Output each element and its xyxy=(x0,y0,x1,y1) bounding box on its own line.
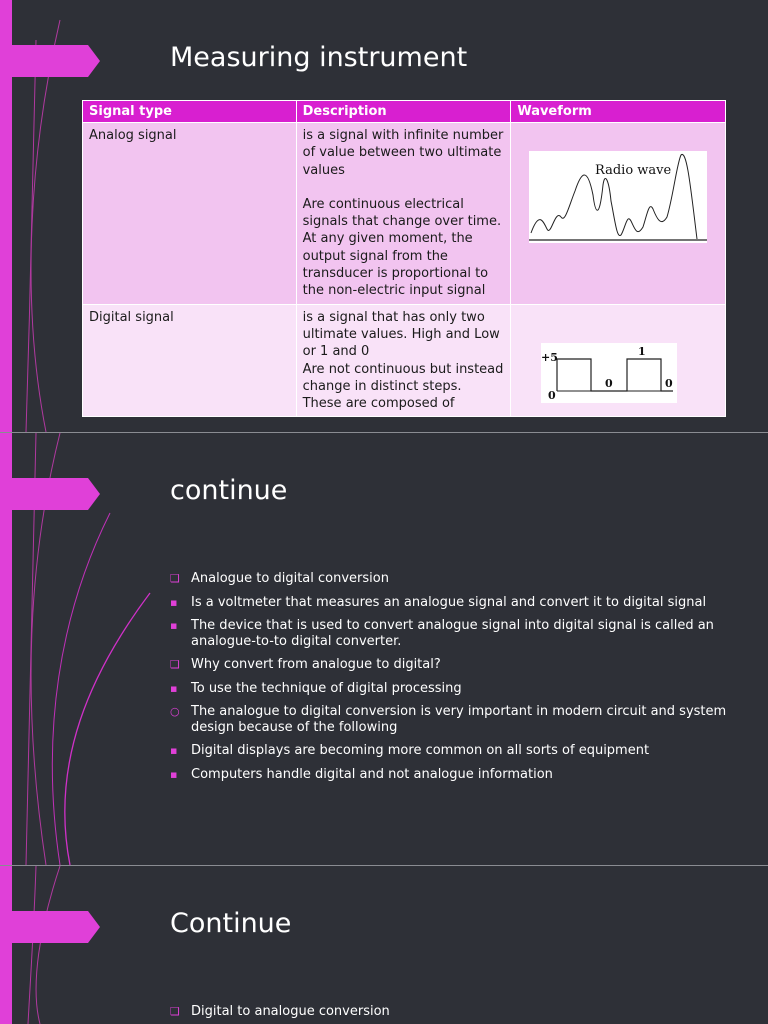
list-item-text: Digital displays are becoming more common on all sorts of equipment xyxy=(191,743,650,758)
header-signal-type: Signal type xyxy=(83,101,297,123)
description-cell xyxy=(296,304,511,417)
list-item-text: Computers handle digital and not analogue information xyxy=(191,766,553,782)
title-arrow xyxy=(0,478,100,510)
slide-continue-2 xyxy=(0,866,768,1024)
list-item-text: Digital to analogue conversion xyxy=(191,1004,390,1019)
description-cell xyxy=(296,123,511,305)
list-item xyxy=(170,618,730,649)
list-item xyxy=(170,704,730,735)
slide-title: continue xyxy=(170,475,288,506)
header-description: Description xyxy=(296,101,511,123)
high-level-label: +5 xyxy=(541,350,559,364)
description-line: These are composed of xyxy=(302,396,455,412)
title-arrow xyxy=(0,911,100,943)
header-waveform: Waveform xyxy=(511,101,726,123)
zero-level-label: 0 xyxy=(548,388,556,402)
list-item-text: Why convert from analogue to digital? xyxy=(191,657,441,672)
list-item xyxy=(170,571,730,587)
waveform-cell xyxy=(511,123,726,305)
waveform-label: Radio wave xyxy=(595,163,672,178)
list-item-text: Is a voltmeter that measures an analogue signal and convert it to digital signal xyxy=(191,594,707,610)
checkbox-bullet-icon: ❑ xyxy=(170,658,180,671)
accent-bar xyxy=(0,866,12,1024)
list-item-text: The device that is used to convert analogue signal into digital signal is called an analogue-to-to digital converter. xyxy=(191,618,714,649)
slide-title: Measuring instrument xyxy=(170,42,468,73)
list-item-text: Analogue to digital conversion xyxy=(191,571,389,586)
description-line: Are not continuous but instead change in distinct steps. xyxy=(302,361,504,394)
bit-low-label: 0 xyxy=(605,376,613,390)
list-item xyxy=(170,657,730,673)
list-item xyxy=(170,595,730,611)
list-item xyxy=(170,681,730,697)
square-bullet-icon: ▪ xyxy=(170,681,178,695)
description-line: At any given moment, the output signal from the transducer is proportional to the non-electric input signal xyxy=(302,231,489,299)
bit-low-label: 0 xyxy=(665,376,673,390)
list-item-text: To use the technique of digital processing xyxy=(191,680,462,696)
signal-type-cell: Analog signal xyxy=(83,123,297,305)
slide-continue xyxy=(0,433,768,865)
list-item-text: The analogue to digital conversion is very important in modern circuit and system design because of the following xyxy=(191,704,727,735)
list-item xyxy=(170,743,730,759)
square-bullet-icon: ▪ xyxy=(170,767,178,781)
checkbox-bullet-icon: ❑ xyxy=(170,572,180,585)
table-row xyxy=(83,123,726,305)
analog-waveform-graphic xyxy=(529,151,707,243)
checkbox-bullet-icon: ❑ xyxy=(170,1005,180,1018)
title-arrow xyxy=(0,45,100,77)
bullet-list xyxy=(170,571,730,782)
slide-title: Continue xyxy=(170,908,292,939)
list-item xyxy=(170,767,730,783)
description-line: is a signal that has only two ultimate values. High and Low or 1 and 0 xyxy=(302,309,500,360)
bullet-list xyxy=(170,1004,730,1020)
digital-waveform-graphic xyxy=(541,343,677,403)
description-line: is a signal with infinite number of value between two ultimate values xyxy=(302,128,504,178)
circle-bullet-icon: ○ xyxy=(170,705,180,718)
decorative-curves xyxy=(0,866,140,1024)
square-bullet-icon: ▪ xyxy=(170,619,178,632)
table-row xyxy=(83,304,726,417)
waveform-cell xyxy=(511,304,726,417)
slide-measuring-instrument xyxy=(0,0,768,432)
square-bullet-icon: ▪ xyxy=(170,744,178,757)
list-item xyxy=(170,1004,730,1020)
table-header-row xyxy=(83,101,726,123)
square-bullet-icon: ▪ xyxy=(170,595,178,609)
bit-high-label: 1 xyxy=(638,344,646,358)
signal-table xyxy=(82,100,726,417)
description-line: Are continuous electrical signals that change over time. xyxy=(302,196,502,230)
signal-type-cell: Digital signal xyxy=(83,304,297,417)
